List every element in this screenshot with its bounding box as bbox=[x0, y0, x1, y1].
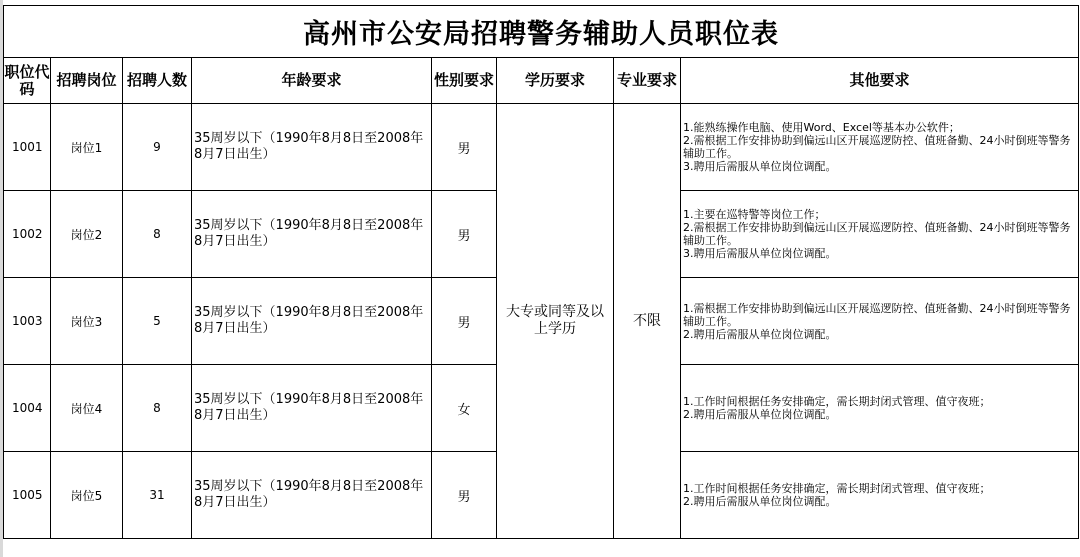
other-line: 2.聘用后需服从单位岗位调配。 bbox=[683, 408, 837, 421]
cell-age[interactable]: 35周岁以下（1990年8月8日至2008年8月7日出生） bbox=[192, 191, 432, 278]
other-line: 1.需根据工作安排协助到偏远山区开展巡逻防控、值班备勤、24小时倒班等警务辅助工作。 bbox=[683, 301, 1071, 328]
cell-other[interactable] bbox=[681, 191, 1079, 278]
cell-major[interactable]: 不限 bbox=[614, 104, 681, 539]
cell-gender[interactable]: 女 bbox=[432, 365, 497, 452]
cell-education[interactable]: 大专或同等及以上学历 bbox=[497, 104, 614, 539]
cell-count[interactable]: 31 bbox=[123, 452, 192, 539]
header-gender: 性别要求 bbox=[432, 58, 497, 104]
cell-post[interactable]: 岗位2 bbox=[51, 191, 123, 278]
cell-count[interactable]: 9 bbox=[123, 104, 192, 191]
cell-other[interactable] bbox=[681, 365, 1079, 452]
cell-other[interactable] bbox=[681, 278, 1079, 365]
cell-post[interactable]: 岗位4 bbox=[51, 365, 123, 452]
header-count: 招聘人数 bbox=[123, 58, 192, 104]
other-line: 2.聘用后需服从单位岗位调配。 bbox=[683, 495, 837, 508]
cell-gender[interactable]: 男 bbox=[432, 278, 497, 365]
other-line: 1.能熟练操作电脑、使用Word、Excel等基本办公软件； bbox=[683, 121, 960, 134]
cell-post[interactable]: 岗位1 bbox=[51, 104, 123, 191]
cell-other[interactable] bbox=[681, 104, 1079, 191]
cell-age[interactable]: 35周岁以下（1990年8月8日至2008年8月7日出生） bbox=[192, 365, 432, 452]
header-code: 职位代码 bbox=[4, 58, 51, 104]
cell-count[interactable]: 8 bbox=[123, 191, 192, 278]
cell-post[interactable]: 岗位5 bbox=[51, 452, 123, 539]
cell-count[interactable]: 8 bbox=[123, 365, 192, 452]
cell-post[interactable]: 岗位3 bbox=[51, 278, 123, 365]
cell-gender[interactable]: 男 bbox=[432, 452, 497, 539]
page-title: 高州市公安局招聘警务辅助人员职位表 bbox=[4, 6, 1079, 58]
table-row bbox=[4, 104, 1079, 191]
other-line: 1.工作时间根据任务安排确定，需长期封闭式管理、值守夜班； bbox=[683, 395, 991, 408]
cell-code[interactable]: 1001 bbox=[4, 104, 51, 191]
header-major: 专业要求 bbox=[614, 58, 681, 104]
cell-age[interactable]: 35周岁以下（1990年8月8日至2008年8月7日出生） bbox=[192, 452, 432, 539]
cell-other[interactable] bbox=[681, 452, 1079, 539]
cell-code[interactable]: 1002 bbox=[4, 191, 51, 278]
other-line: 3.聘用后需服从单位岗位调配。 bbox=[683, 160, 837, 173]
other-line: 2.需根据工作安排协助到偏远山区开展巡逻防控、值班备勤、24小时倒班等警务辅助工作。 bbox=[683, 221, 1071, 247]
other-line: 2.需根据工作安排协助到偏远山区开展巡逻防控、值班备勤、24小时倒班等警务辅助工作。 bbox=[683, 134, 1071, 160]
header-age: 年龄要求 bbox=[192, 58, 432, 104]
cell-gender[interactable]: 男 bbox=[432, 191, 497, 278]
header-post: 招聘岗位 bbox=[51, 58, 123, 104]
other-line: 1.主要在巡特警等岗位工作； bbox=[683, 208, 826, 221]
other-line: 3.聘用后需服从单位岗位调配。 bbox=[683, 247, 837, 260]
cell-code[interactable]: 1004 bbox=[4, 365, 51, 452]
cell-code[interactable]: 1003 bbox=[4, 278, 51, 365]
cell-code[interactable]: 1005 bbox=[4, 452, 51, 539]
other-line: 2.聘用后需服从单位岗位调配。 bbox=[683, 327, 837, 341]
header-education: 学历要求 bbox=[497, 58, 614, 104]
other-line: 1.工作时间根据任务安排确定，需长期封闭式管理、值守夜班； bbox=[683, 482, 991, 495]
positions-table bbox=[3, 5, 1079, 539]
cell-count[interactable]: 5 bbox=[123, 278, 192, 365]
header-other: 其他要求 bbox=[681, 58, 1079, 104]
cell-age[interactable]: 35周岁以下（1990年8月8日至2008年8月7日出生） bbox=[192, 278, 432, 365]
cell-age[interactable]: 35周岁以下（1990年8月8日至2008年8月7日出生） bbox=[192, 104, 432, 191]
cell-gender[interactable]: 男 bbox=[432, 104, 497, 191]
